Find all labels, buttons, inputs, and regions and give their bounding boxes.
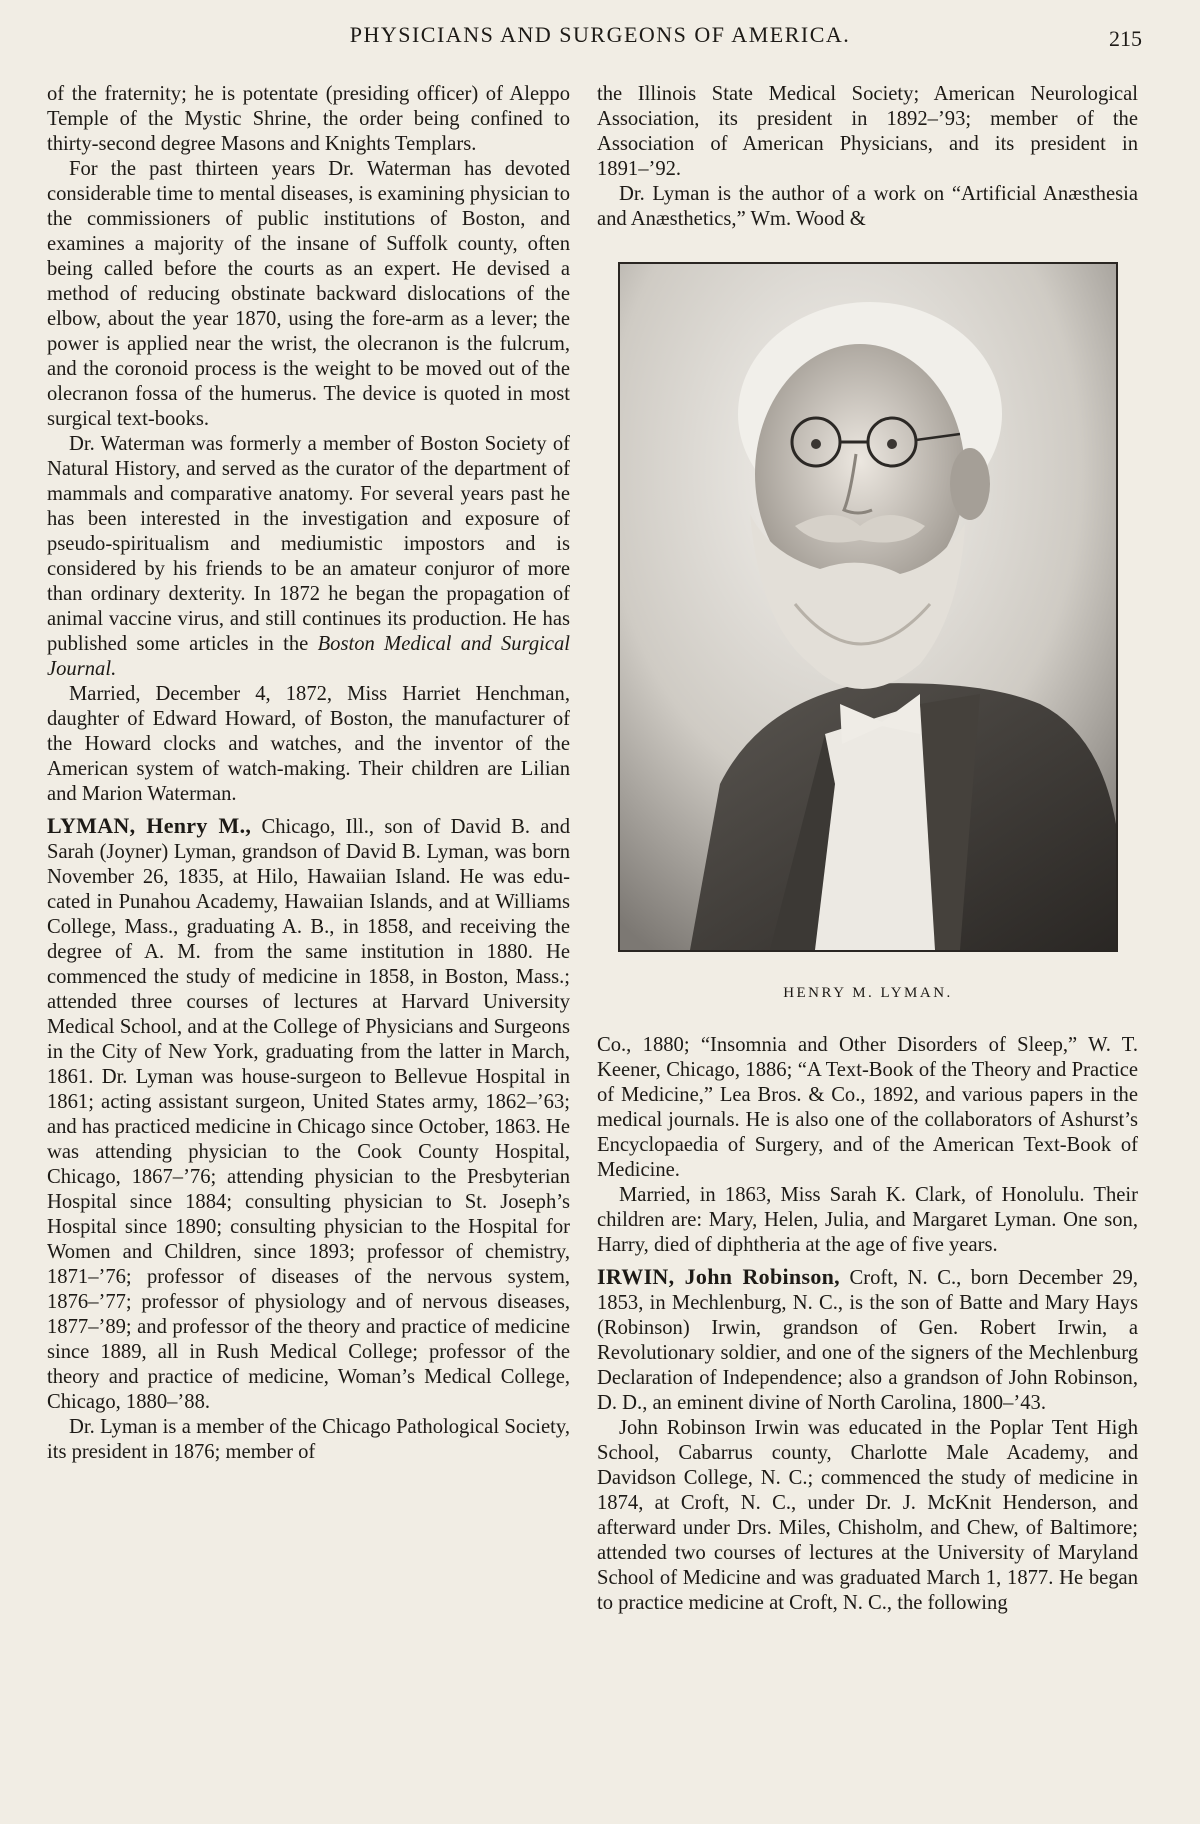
- lyman-name-heading: LYMAN, Henry M.,: [47, 813, 252, 838]
- irwin-biography-text: Croft, N. C., born December 29, 1853, in Mechlenburg, N. C., is the son of Batte and Mary Hays (Robinson) Irwin, grandson of Gen. Robert Irwin, a Revolutionary soldier, and one of the signers of the Mechlenburg Declaration of Independence; also a grandson of John Robinson, D. D., an eminent divine of North Carolina, 1800–’43.: [597, 1267, 1138, 1414]
- waterman-paragraph-2: For the past thirteen years Dr. Waterman has devoted considerable time to mental diseases, is examining physician to the commissioners of public institutions of Boston, and examines a majority of the insane of Suffolk county, often being called before the courts as an expert. He devised a method of reducing obstinate backward dislocations of the elbow, about the year 1870, using the fore-arm as a lever; the power is applied near the wrist, the olecranon is the fulcrum, and the coronoid process is the weight to be moved out of the olecranon fossa of the humerus. The device is quoted in most surgical text-books.: [47, 158, 570, 430]
- lyman-marriage-paragraph: Married, in 1863, Miss Sarah K. Clark, of Honolulu. Their children are: Mary, Helen, Julia, and Margaret Lyman. One son, Harry, died of diphtheria at the age of five years.: [597, 1184, 1138, 1256]
- irwin-biography: [597, 1264, 1138, 1416]
- lyman-paragraph-societies: Dr. Lyman is a member of the Chicago Pathological Society, its president in 1876; member of: [47, 1416, 570, 1463]
- irwin-name-heading: IRWIN, John Robinson,: [597, 1264, 840, 1289]
- lyman-biography-text: Chicago, Ill., son of David B. and Sarah (Joyner) Lyman, grandson of David B. Lyman, was born November 26, 1835, at Hilo, Hawaiian Island. He was educated in Punahou Academy, Hawaiian Islands, and at Williams College, Mass., graduating A. B., in 1858, and receiving the degree of A. M. from the same institution in 1880. He commenced the study of medicine in 1858, in Boston, Mass.; attended three courses of lectures at Harvard University Medical School, and at the College of Physicians and Surgeons in the City of New York, graduating from the latter in March, 1861. Dr. Lyman was house-surgeon to Bellevue Hospital in 1861; acting assistant surgeon, United States army, 1862–’63; and has practiced medicine in Chicago since October, 1863. He was attending physician to the Cook County Hospital, Chicago, 1867–’76; attending physician to the Presbyterian Hospital since 1884; consulting physician to St. Joseph’s Hospital since 1890; consulting physician to the Hospital for Women and Children, since 1893; professor of chemistry, 1871–’76; professor of diseases of the nervous system, 1876–’77; professor of physiology and of nervous diseases, 1877–’89; and professor of the theory and practice of medicine since 1889, all in Rush Medical College; professor of the theory and practice of medicine, Woman’s Medical College, Chicago, 1880–’88.: [47, 816, 570, 1413]
- lyman-biography: [47, 813, 570, 1415]
- waterman-paragraph-3: [47, 432, 570, 682]
- right-column-top: [597, 82, 1138, 232]
- waterman-paragraph-3-text: Dr. Waterman was formerly a member of Boston Society of Natural History, and served as the curator of the department of mammals and comparative anatomy. For several years past he has been interested in the investigation and exposure of pseudo-spiritualism and mediumistic impostors and is considered by his friends to be an amateur conjuror of more than ordinary dexterity. In 1872 he began the propagation of animal vaccine virus, and still continues its production. He has published some articles in the: [47, 433, 570, 655]
- lyman-author-paragraph: Dr. Lyman is the author of a work on “Artificial Anæsthesia and Anæsthetics,” Wm. Wood &: [597, 183, 1138, 230]
- page-number: 215: [1109, 26, 1142, 51]
- irwin-education-paragraph: John Robinson Irwin was educated in the Poplar Tent High School, Cabarrus county, Charlotte Male Academy, and Davidson College, N. C.; commenced the study of medicine in 1874, at Croft, N. C., under Dr. J. McKnit Henderson, and afterward under Drs. Miles, Chisholm, and Chew, of Baltimore; attended two courses of lectures at the University of Maryland School of Medicine and was graduated March 1, 1877. He began to practice medicine at Croft, N. C., the following: [597, 1417, 1138, 1614]
- left-column: [47, 82, 570, 1465]
- portrait-photo: [618, 262, 1118, 952]
- lyman-works-continued: Co., 1880; “Insomnia and Other Disorders of Sleep,” W. T. Keener, Chicago, 1886; “A Text-Book of the Theory and Practice of Medicine,” Lea Bros. & Co., 1892, and various papers in the medical journals. He is also one of the collaborators of Ashurst’s Encyclopaedia of Surgery, and of the American Text-Book of Medicine.: [597, 1034, 1138, 1181]
- lyman-societies-continued: the Illinois State Medical Society; American Neurological Association, its president in 1892–’93; member of the Association of American Physicians, and its president in 1891–’92.: [597, 83, 1138, 180]
- journal-title: Boston Medical and Surgical Journal.: [47, 633, 570, 680]
- page-header: [0, 20, 1200, 60]
- waterman-paragraph-4: Married, December 4, 1872, Miss Harriet Henchman, daughter of Edward Howard, of Boston, the manufacturer of the Howard clocks and watches, and the inventor of the American system of watch-making. Their children are Lilian and Marion Waterman.: [47, 683, 570, 805]
- waterman-paragraph-1: of the fraternity; he is potentate (presiding officer) of Aleppo Temple of the Mystic Shrine, the order being confined to thirty-second degree Masons and Knights Templars.: [47, 83, 570, 155]
- right-column-bottom: [597, 1033, 1138, 1616]
- running-head: PHYSICIANS AND SURGEONS OF AMERICA.: [349, 22, 851, 47]
- portrait-caption: HENRY M. LYMAN.: [783, 985, 953, 1001]
- portrait-image: [620, 264, 1116, 950]
